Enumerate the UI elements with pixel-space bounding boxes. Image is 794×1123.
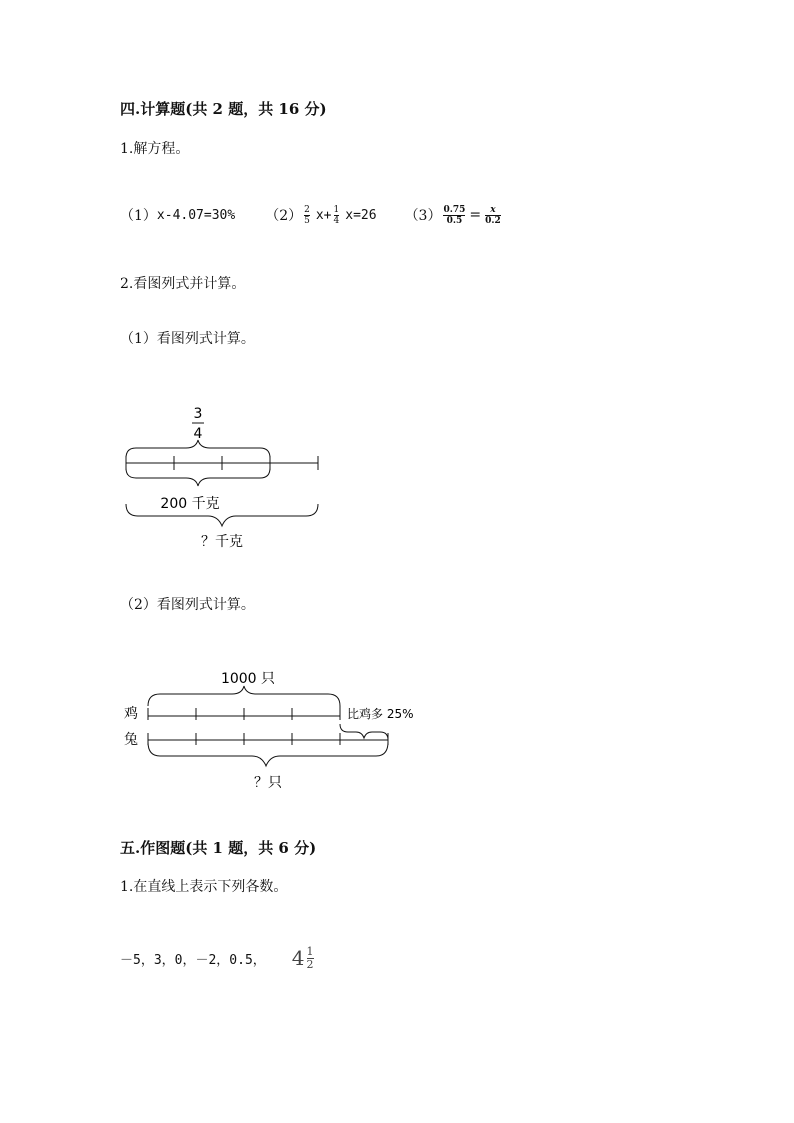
eq3-right-numerator: x (490, 204, 496, 215)
d1-fraction-numerator: 3 (193, 406, 203, 422)
eq3-left-numerator: 0.75 (443, 204, 466, 215)
sub-question-1-prompt: （1）看图列式计算。 (120, 331, 255, 347)
eq2-label: （2） (265, 208, 303, 224)
d1-label-question: ？千克 (201, 534, 243, 550)
eq3-left-denominator: 0.5 (446, 215, 463, 226)
d1-fraction-denominator: 4 (193, 426, 203, 442)
d2-label-1000: 1000 只 (220, 671, 276, 687)
d2-label-rabbit: 兔 (124, 732, 138, 748)
d2-label-more: 比鸡多 25% (347, 707, 414, 721)
eq2-f1-numerator: 2 (304, 204, 310, 215)
question-1-prompt: 1.解方程。 (120, 141, 190, 157)
mixed-number-fraction (307, 946, 314, 971)
section-4-title: 四.计算题(共 2 题，共 16 分) (120, 100, 327, 118)
d2-label-question: ？只 (254, 775, 282, 791)
mixed-number-whole: 4 (291, 946, 305, 970)
question-2-prompt: 2.看图列式并计算。 (120, 276, 246, 292)
eq1: x-4.07=30% (156, 207, 236, 223)
numbers-row (120, 940, 316, 976)
d1-label-200: 200 千克 (160, 496, 220, 512)
numbers-list: －5，3，0，－2，0.5， (120, 952, 266, 968)
d2-extra-brace (340, 724, 388, 740)
eq2-f2-numerator: 1 (333, 204, 340, 215)
eq2-f2-denominator: 4 (333, 215, 340, 226)
d2-label-chicken: 鸡 (124, 706, 138, 722)
d2-top-brace (148, 686, 340, 706)
eq2-mid: x+ (315, 207, 332, 223)
sub-question-2-prompt: （2）看图列式计算。 (120, 597, 255, 613)
section-5-question-1-prompt: 1.在直线上表示下列各数。 (120, 879, 288, 895)
eq3-equals: = (469, 207, 482, 223)
eq3-label: （3） (404, 208, 442, 224)
d2-bottom-brace (148, 742, 388, 766)
eq3-right-denominator: 0.2 (485, 215, 501, 226)
mixed-denominator: 2 (306, 957, 314, 971)
mixed-numerator: 1 (306, 944, 314, 958)
eq2-f1-denominator: 5 (304, 215, 310, 226)
eq2-end: x=26 (345, 207, 377, 223)
section-5-title: 五.作图题(共 1 题，共 6 分) (120, 839, 317, 857)
eq1-label: （1） (120, 208, 157, 224)
